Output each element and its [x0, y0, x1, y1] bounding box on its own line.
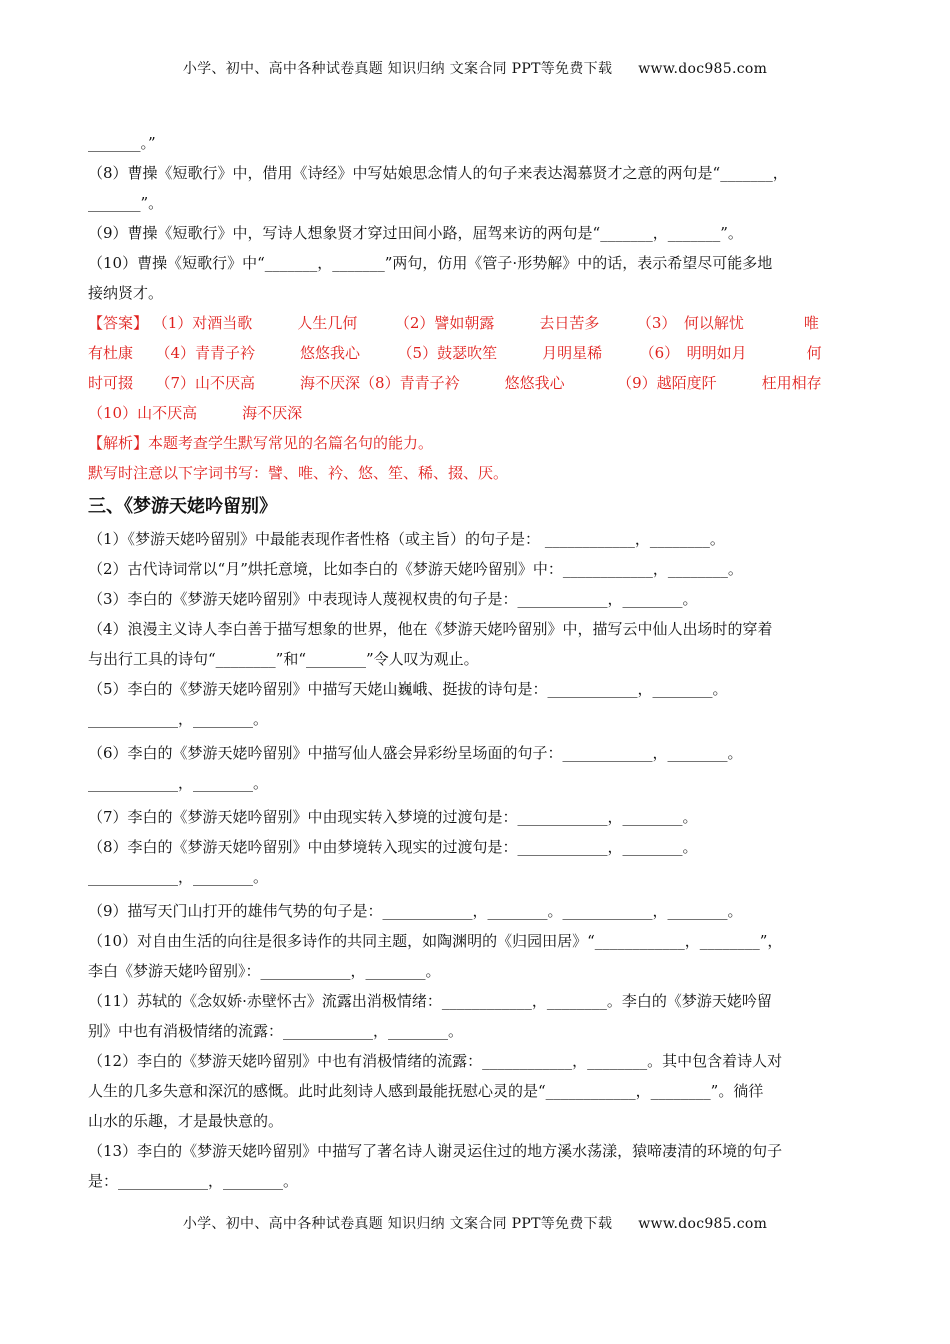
question-line: 山水的乐趣，才是最快意的。 [88, 1112, 284, 1130]
text-line: （10）曹操《短歌行》中“_______，_______”两句，仿用《管子·形势解》中的话，表示希望尽可能多地 [88, 254, 773, 272]
question-line: （11）苏轼的《念奴娇·赤壁怀古》流露出消极情绪：____________，________。李白的《梦游天姥吟留 [88, 992, 772, 1010]
page-header [0, 58, 950, 78]
question-line: （3）李白的《梦游天姥吟留别》中表现诗人蔑视权贵的句子是：____________，________。 [88, 590, 698, 608]
question-line: 人生的几多失意和深沉的感慨。此时此刻诗人感到最能抚慰心灵的是“____________，________”。徜徉 [88, 1082, 764, 1100]
question-line: （12）李白的《梦游天姥吟留别》中也有消极情绪的流露：____________，________。其中包含着诗人对 [88, 1052, 783, 1070]
footer-text: 小学、初中、高中各种试卷真题 知识归纳 文案合同 PPT等免费下载 [182, 1216, 613, 1232]
text-line: _______”。 [88, 194, 164, 212]
text-line: （8）曹操《短歌行》中，借用《诗经》中写姑娘思念情人的句子来表达渴慕贤才之意的两句是“_______， [88, 164, 788, 182]
question-line: 与出行工具的诗句“________”和“________”令人叹为观止。 [88, 650, 479, 668]
section-title: 三、《梦游天姥吟留别》 [88, 496, 277, 517]
question-line: ____________，________。 [88, 774, 269, 792]
answer-line: 有杜康 （4）青青子衿 悠悠我心 （5）鼓瑟吹笙 月明星稀 （6） 明明如月 何 [88, 344, 822, 362]
question-line: （13）李白的《梦游天姥吟留别》中描写了著名诗人谢灵运住过的地方溪水荡漾，猿啼凄清的环境的句子 [88, 1142, 783, 1160]
answer-line: 时可掇 （7）山不厌高 海不厌深（8）青青子衿 悠悠我心 （9）越陌度阡 枉用相存 [88, 374, 822, 392]
text-line: （9）曹操《短歌行》中，写诗人想象贤才穿过田间小路，屈驾来访的两句是“_______，_______”。 [88, 224, 743, 242]
text-line: 接纳贤才。 [88, 284, 164, 302]
answer-line: 【答案】 （1）对酒当歌 人生几何 （2）譬如朝露 去日苦多 （3） 何以解忧 唯 [88, 314, 819, 332]
header-site-link[interactable]: www.doc985.com [638, 61, 768, 77]
text-line: _______。” [88, 134, 156, 152]
analysis-line: 默写时注意以下字词书写：譬、唯、衿、悠、笙、稀、掇、厌。 [88, 464, 509, 482]
question-line: （9）描写天门山打开的雄伟气势的句子是：____________，________。____________，________。 [88, 902, 743, 920]
answer-line: （10）山不厌高 海不厌深 [88, 404, 303, 422]
question-line: （6）李白的《梦游天姥吟留别》中描写仙人盛会异彩纷呈场面的句子：____________，________。 [88, 744, 743, 762]
question-line: （2）古代诗词常以“月”烘托意境，比如李白的《梦游天姥吟留别》中：____________，________。 [88, 560, 743, 578]
question-line: （8）李白的《梦游天姥吟留别》中由梦境转入现实的过渡句是：____________，________。 [88, 838, 698, 856]
question-line: （10）对自由生活的向往是很多诗作的共同主题，如陶渊明的《归园田居》“____________，________”， [88, 932, 783, 950]
question-line: （4）浪漫主义诗人李白善于描写想象的世界，他在《梦游天姥吟留别》中，描写云中仙人出场时的穿着 [88, 620, 773, 638]
question-line: ____________，________。 [88, 710, 269, 728]
question-line: 李白《梦游天姥吟留别》：____________，________。 [88, 962, 441, 980]
question-line: 别》中也有消极情绪的流露：____________，________。 [88, 1022, 464, 1040]
question-line: （5）李白的《梦游天姥吟留别》中描写天姥山巍峨、挺拔的诗句是：____________，________。 [88, 680, 728, 698]
question-line: 是：____________，________。 [88, 1172, 299, 1190]
question-line: （1）《梦游天姥吟留别》中最能表现作者性格（或主旨）的句子是： ____________，________。 [88, 530, 725, 548]
question-line: ____________，________。 [88, 868, 269, 886]
header-text: 小学、初中、高中各种试卷真题 知识归纳 文案合同 PPT等免费下载 [182, 61, 613, 77]
footer-site-link[interactable]: www.doc985.com [638, 1216, 768, 1232]
question-line: （7）李白的《梦游天姥吟留别》中由现实转入梦境的过渡句是：____________，________。 [88, 808, 698, 826]
page-footer [0, 1213, 950, 1233]
document-body [88, 128, 864, 1196]
analysis-line: 【解析】本题考查学生默写常见的名篇名句的能力。 [88, 434, 434, 452]
